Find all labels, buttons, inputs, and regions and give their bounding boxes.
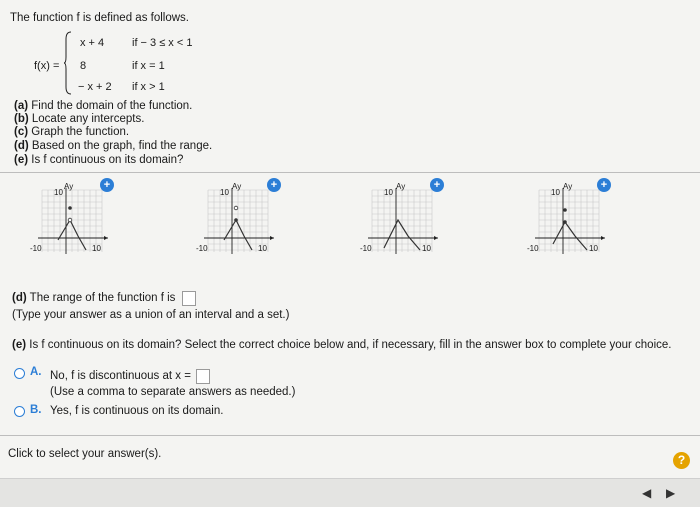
graph-2-x-left: -10 — [196, 244, 208, 253]
problem-intro: The function f is defined as follows. — [10, 12, 189, 24]
task-e: (e) Is f continuous on its domain? — [14, 154, 184, 166]
graph-3-y-tick: 10 — [384, 188, 393, 197]
piece-3-cond: if x > 1 — [132, 81, 165, 93]
graph-1-y-label: Ay — [64, 182, 74, 191]
footer-instruction: Click to select your answer(s). — [8, 448, 162, 460]
task-d: (d) Based on the graph, find the range. — [14, 140, 213, 152]
graph-3-x-right: 10 — [422, 244, 431, 253]
part-d-note: (Type your answer as a union of an interval and a set.) — [12, 309, 290, 321]
graph-4-y-label: Ay — [563, 182, 573, 191]
piece-1-expr: x + 4 — [80, 37, 105, 49]
graph-1-y-tick: 10 — [54, 188, 63, 197]
graph-2-y-label: Ay — [232, 182, 242, 191]
divider — [0, 435, 700, 436]
zoom-in-icon[interactable]: + — [430, 178, 444, 192]
graph-2-y-tick: 10 — [220, 188, 229, 197]
part-e-prompt: (e) Is f continuous on its domain? Select the correct choice below and, if necessary, fill in the answer box to complete your choice. — [12, 339, 672, 351]
navigation-bar — [0, 478, 700, 507]
graph-3-y-label: Ay — [396, 182, 406, 191]
graph-3-x-left: -10 — [360, 244, 372, 253]
option-a-radio[interactable] — [14, 368, 25, 379]
task-c: (c) Graph the function. — [14, 126, 130, 138]
part-d-prompt: (d) The range of the function f is — [12, 292, 176, 304]
graph-4-x-left: -10 — [527, 244, 539, 253]
graph-4-x-right: 10 — [589, 244, 598, 253]
option-a-letter: A. — [30, 366, 42, 378]
option-b-text[interactable]: Yes, f is continuous on its domain. — [50, 405, 224, 417]
task-a: (a) Find the domain of the function. — [14, 100, 193, 112]
graph-4-y-tick: 10 — [551, 188, 560, 197]
option-a-note: (Use a comma to separate answers as needed.) — [50, 386, 296, 398]
zoom-in-icon[interactable]: + — [100, 178, 114, 192]
zoom-in-icon[interactable]: + — [267, 178, 281, 192]
task-b: (b) Locate any intercepts. — [14, 113, 145, 125]
zoom-in-icon[interactable]: + — [597, 178, 611, 192]
piece-3-expr: − x + 2 — [78, 81, 112, 93]
graph-1-x-left: -10 — [30, 244, 42, 253]
graph-1-x-right: 10 — [92, 244, 101, 253]
piece-2-expr: 8 — [80, 60, 87, 72]
brace-icon — [64, 31, 72, 95]
piece-2-cond: if x = 1 — [132, 60, 165, 72]
prev-arrow-icon[interactable]: ◀ — [642, 486, 652, 500]
next-arrow-icon[interactable]: ▶ — [666, 486, 676, 500]
option-b-letter: B. — [30, 404, 42, 416]
help-button[interactable]: ? — [673, 452, 690, 469]
discontinuity-answer-box[interactable] — [196, 369, 210, 384]
graph-2-x-right: 10 — [258, 244, 267, 253]
range-answer-box[interactable] — [182, 291, 196, 306]
divider — [0, 172, 700, 173]
function-label: f(x) = — [34, 60, 60, 72]
option-a-text[interactable]: No, f is discontinuous at x = — [50, 370, 191, 382]
piece-1-cond: if − 3 ≤ x < 1 — [132, 37, 193, 49]
option-b-radio[interactable] — [14, 406, 25, 417]
